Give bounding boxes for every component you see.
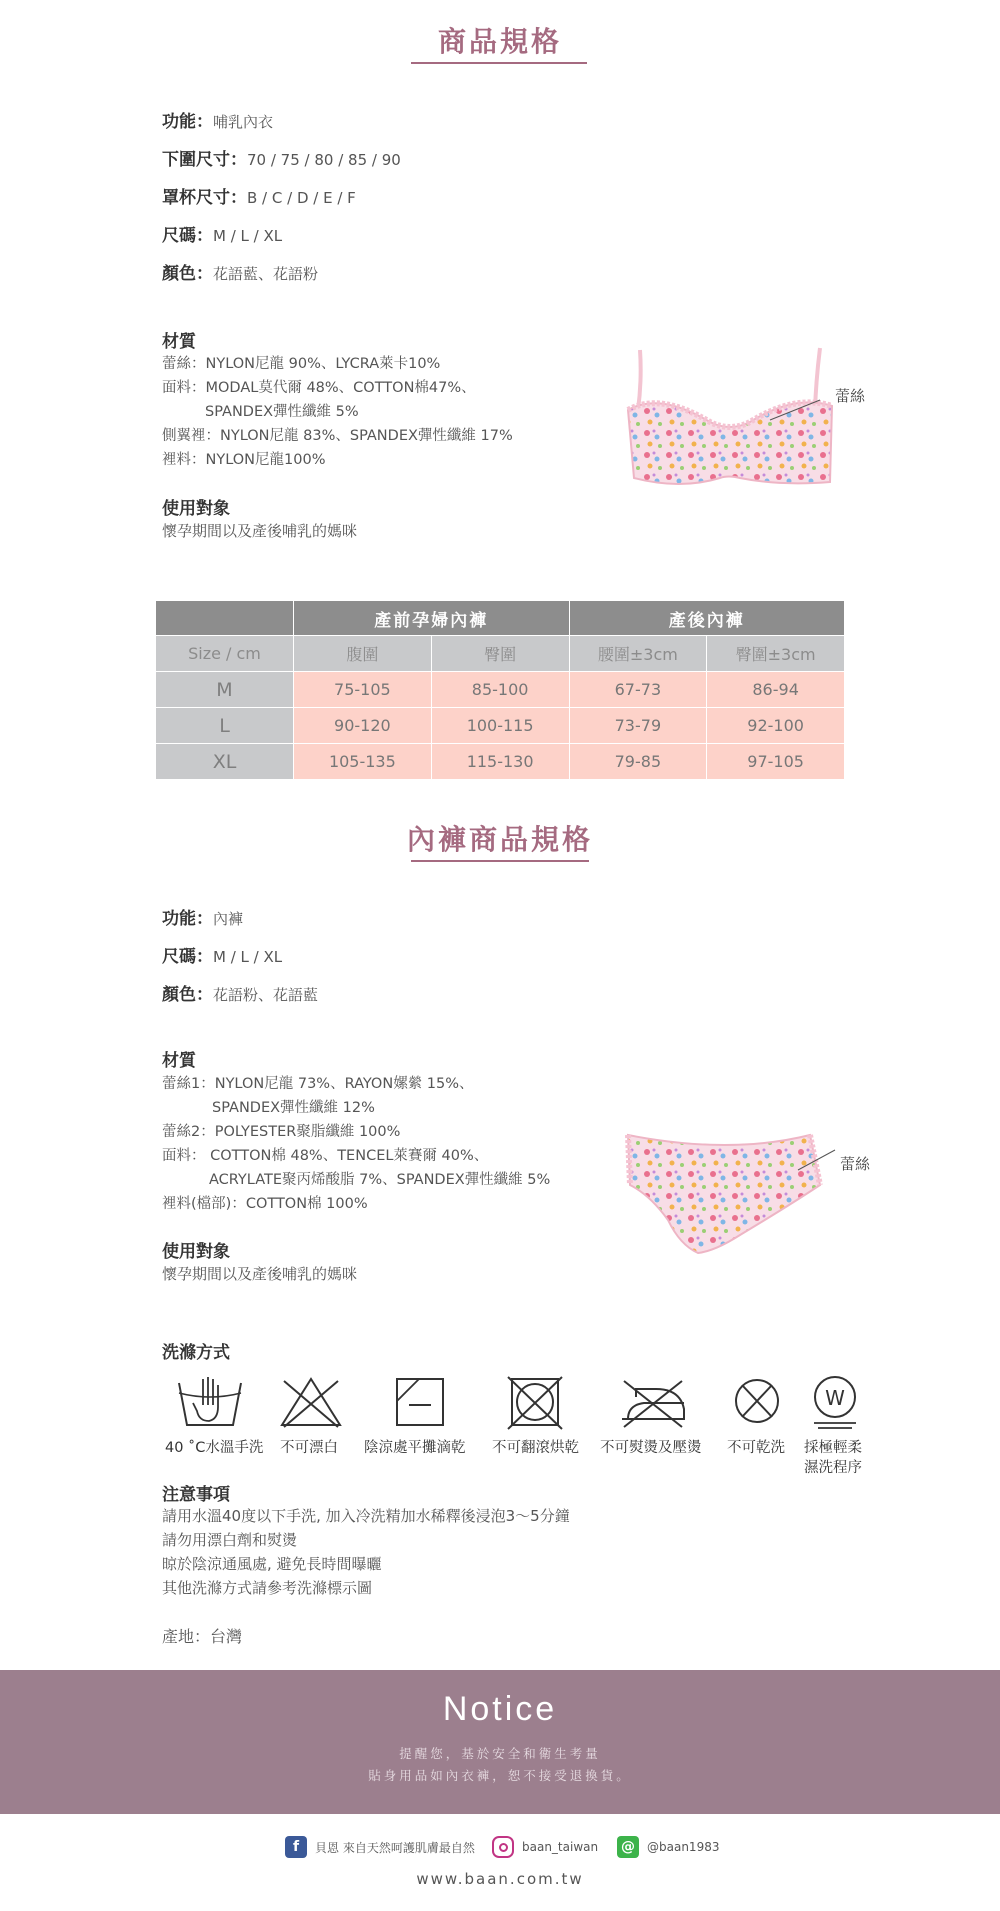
spec-color (162, 259, 318, 284)
svg-text:W: W (825, 1386, 845, 1410)
no-dry-clean-icon (722, 1375, 792, 1431)
group-header-postnatal: 產後內褲 (569, 601, 845, 636)
material-line: 裡料(檔部)：COTTON棉 100% (162, 1196, 368, 1212)
title-underline (411, 62, 587, 64)
care-label: 陰涼處平攤滴乾 (364, 1440, 466, 1456)
sub-header-cell: Size / cm (156, 636, 294, 672)
spec-key: 尺碼： (162, 947, 213, 967)
material-heading: 材質 (162, 332, 196, 352)
hand-wash-icon (175, 1375, 245, 1431)
material-line: 蕾絲：NYLON尼龍 90%、LYCRA萊卡10% (162, 356, 441, 372)
spec-value: 花語粉、花語藍 (213, 986, 319, 1004)
spec-key: 顏色： (162, 985, 213, 1005)
spec-key: 功能： (162, 112, 213, 132)
no-tumble-dry-icon (500, 1375, 570, 1431)
table-cell: 92-100 (707, 708, 845, 744)
target-text: 懷孕期間以及產後哺乳的媽咪 (162, 522, 358, 540)
spec-function (162, 107, 273, 132)
spec-key: 尺碼： (162, 226, 213, 246)
table-cell: 100-115 (431, 708, 569, 744)
sub-header-cell: 臀圍 (431, 636, 569, 672)
material-line: 側翼裡：NYLON尼龍 83%、SPANDEX彈性纖維 17% (162, 428, 513, 444)
spec-underbust (162, 145, 401, 170)
panty-spec-title: 內褲商品規格 (406, 823, 593, 856)
target-heading: 使用對象 (162, 499, 230, 519)
care-label: 濕洗程序 (804, 1460, 862, 1476)
group-header-prenatal: 產前孕婦內褲 (294, 601, 570, 636)
lace-callout: 蕾絲 (835, 387, 866, 405)
spec-key: 下圍尺寸： (162, 150, 247, 170)
material-heading: 材質 (162, 1051, 196, 1071)
table-cell: 90-120 (294, 708, 432, 744)
care-label: 採極輕柔 (804, 1440, 862, 1456)
facebook-icon: f (285, 1836, 307, 1858)
spec-value: 哺乳內衣 (213, 113, 274, 131)
target-text: 懷孕期間以及產後哺乳的媽咪 (162, 1265, 358, 1283)
material-line: ACRYLATE聚丙烯酸脂 7%、SPANDEX彈性纖維 5% (209, 1172, 551, 1188)
material-line: SPANDEX彈性纖維 5% (205, 404, 359, 420)
spec-size (162, 942, 282, 967)
spec-size (162, 221, 282, 246)
table-group-header-row (156, 601, 845, 636)
table-cell: 73-79 (569, 708, 707, 744)
target-heading: 使用對象 (162, 1242, 230, 1262)
care-label: 40 ˚C水溫手洗 (165, 1440, 264, 1456)
note-line: 其他洗滌方式請參考洗滌標示圖 (162, 1579, 373, 1597)
spec-cup-size (162, 183, 356, 208)
table-cell: 115-130 (431, 744, 569, 780)
table-cell: 79-85 (569, 744, 707, 780)
note-line: 請勿用漂白劑和熨燙 (162, 1531, 298, 1549)
table-cell: 105-135 (294, 744, 432, 780)
care-label: 不可翻滾烘乾 (492, 1440, 579, 1456)
care-label: 不可乾洗 (727, 1440, 785, 1456)
material-line: 面料：MODAL莫代爾 48%、COTTON棉47%、 (162, 380, 476, 396)
care-label: 不可漂白 (280, 1440, 338, 1456)
size-table (155, 600, 845, 780)
bra-product-image (620, 340, 840, 520)
note-line: 請用水溫40度以下手洗, 加入冷洗精加水稀釋後浸泡3～5分鐘 (162, 1507, 570, 1525)
table-cell: 75-105 (294, 672, 432, 708)
table-corner-cell (156, 601, 294, 636)
table-row (156, 672, 845, 708)
spec-function (162, 904, 243, 929)
care-label: 不可熨燙及壓燙 (600, 1440, 702, 1456)
row-size: M (156, 672, 294, 708)
sub-header-cell: 腹圍 (294, 636, 432, 672)
website-link[interactable]: www.baan.com.tw (416, 1870, 584, 1888)
facebook-link[interactable] (285, 1836, 475, 1858)
no-iron-icon (618, 1375, 688, 1431)
material-line: 裡料：NYLON尼龍100% (162, 452, 326, 468)
spec-value: 70 / 75 / 80 / 85 / 90 (247, 151, 401, 169)
instagram-link[interactable] (492, 1836, 598, 1858)
line-link[interactable] (617, 1836, 719, 1858)
spec-value: 花語藍、花語粉 (213, 265, 319, 283)
lace-callout: 蕾絲 (840, 1155, 871, 1173)
dry-flat-shade-icon (385, 1375, 455, 1431)
line-text: @baan1983 (647, 1840, 720, 1854)
spec-value: B / C / D / E / F (247, 189, 356, 207)
notes-heading: 注意事項 (162, 1485, 230, 1505)
table-cell: 86-94 (707, 672, 845, 708)
spec-color (162, 980, 318, 1005)
spec-value: 內褲 (213, 910, 244, 928)
table-row (156, 708, 845, 744)
material-line: 蕾絲2：POLYESTER聚脂纖維 100% (162, 1124, 401, 1140)
panty-product-image (620, 1125, 840, 1260)
spec-key: 罩杯尺寸： (162, 188, 247, 208)
spec-key: 功能： (162, 909, 213, 929)
material-line: 面料： COTTON棉 48%、TENCEL萊賽爾 40%、 (162, 1148, 489, 1164)
table-sub-header-row (156, 636, 845, 672)
table-cell: 97-105 (707, 744, 845, 780)
spec-value: M / L / XL (213, 227, 283, 245)
notice-title: Notice (442, 1690, 558, 1728)
material-line: SPANDEX彈性纖維 12% (212, 1100, 375, 1116)
sub-header-cell: 腰圍±3cm (569, 636, 707, 672)
instagram-text: baan_taiwan (522, 1840, 599, 1854)
line-icon: @ (617, 1836, 639, 1858)
instagram-icon (492, 1836, 514, 1858)
wet-clean-icon (800, 1375, 870, 1431)
table-cell: 67-73 (569, 672, 707, 708)
material-line: 蕾絲1：NYLON尼龍 73%、RAYON嫘縈 15%、 (162, 1076, 474, 1092)
row-size: XL (156, 744, 294, 780)
title-underline (411, 860, 589, 862)
spec-value: M / L / XL (213, 948, 283, 966)
notice-line: 提醒您，基於安全和衛生考量 (399, 1746, 601, 1761)
no-bleach-icon (276, 1375, 346, 1431)
table-row (156, 744, 845, 780)
note-line: 晾於陰涼通風處, 避免長時間曝曬 (162, 1555, 382, 1573)
notice-banner (0, 1670, 1000, 1814)
facebook-text: 貝恩 來自天然呵護肌膚最自然 (315, 1840, 475, 1855)
bra-spec-title: 商品規格 (437, 25, 562, 58)
care-heading: 洗滌方式 (162, 1343, 230, 1363)
table-cell: 85-100 (431, 672, 569, 708)
notice-line: 貼身用品如內衣褲，恕不接受退換貨。 (368, 1768, 632, 1783)
row-size: L (156, 708, 294, 744)
sub-header-cell: 臀圍±3cm (707, 636, 845, 672)
origin-text: 產地：台灣 (162, 1627, 243, 1646)
spec-key: 顏色： (162, 264, 213, 284)
